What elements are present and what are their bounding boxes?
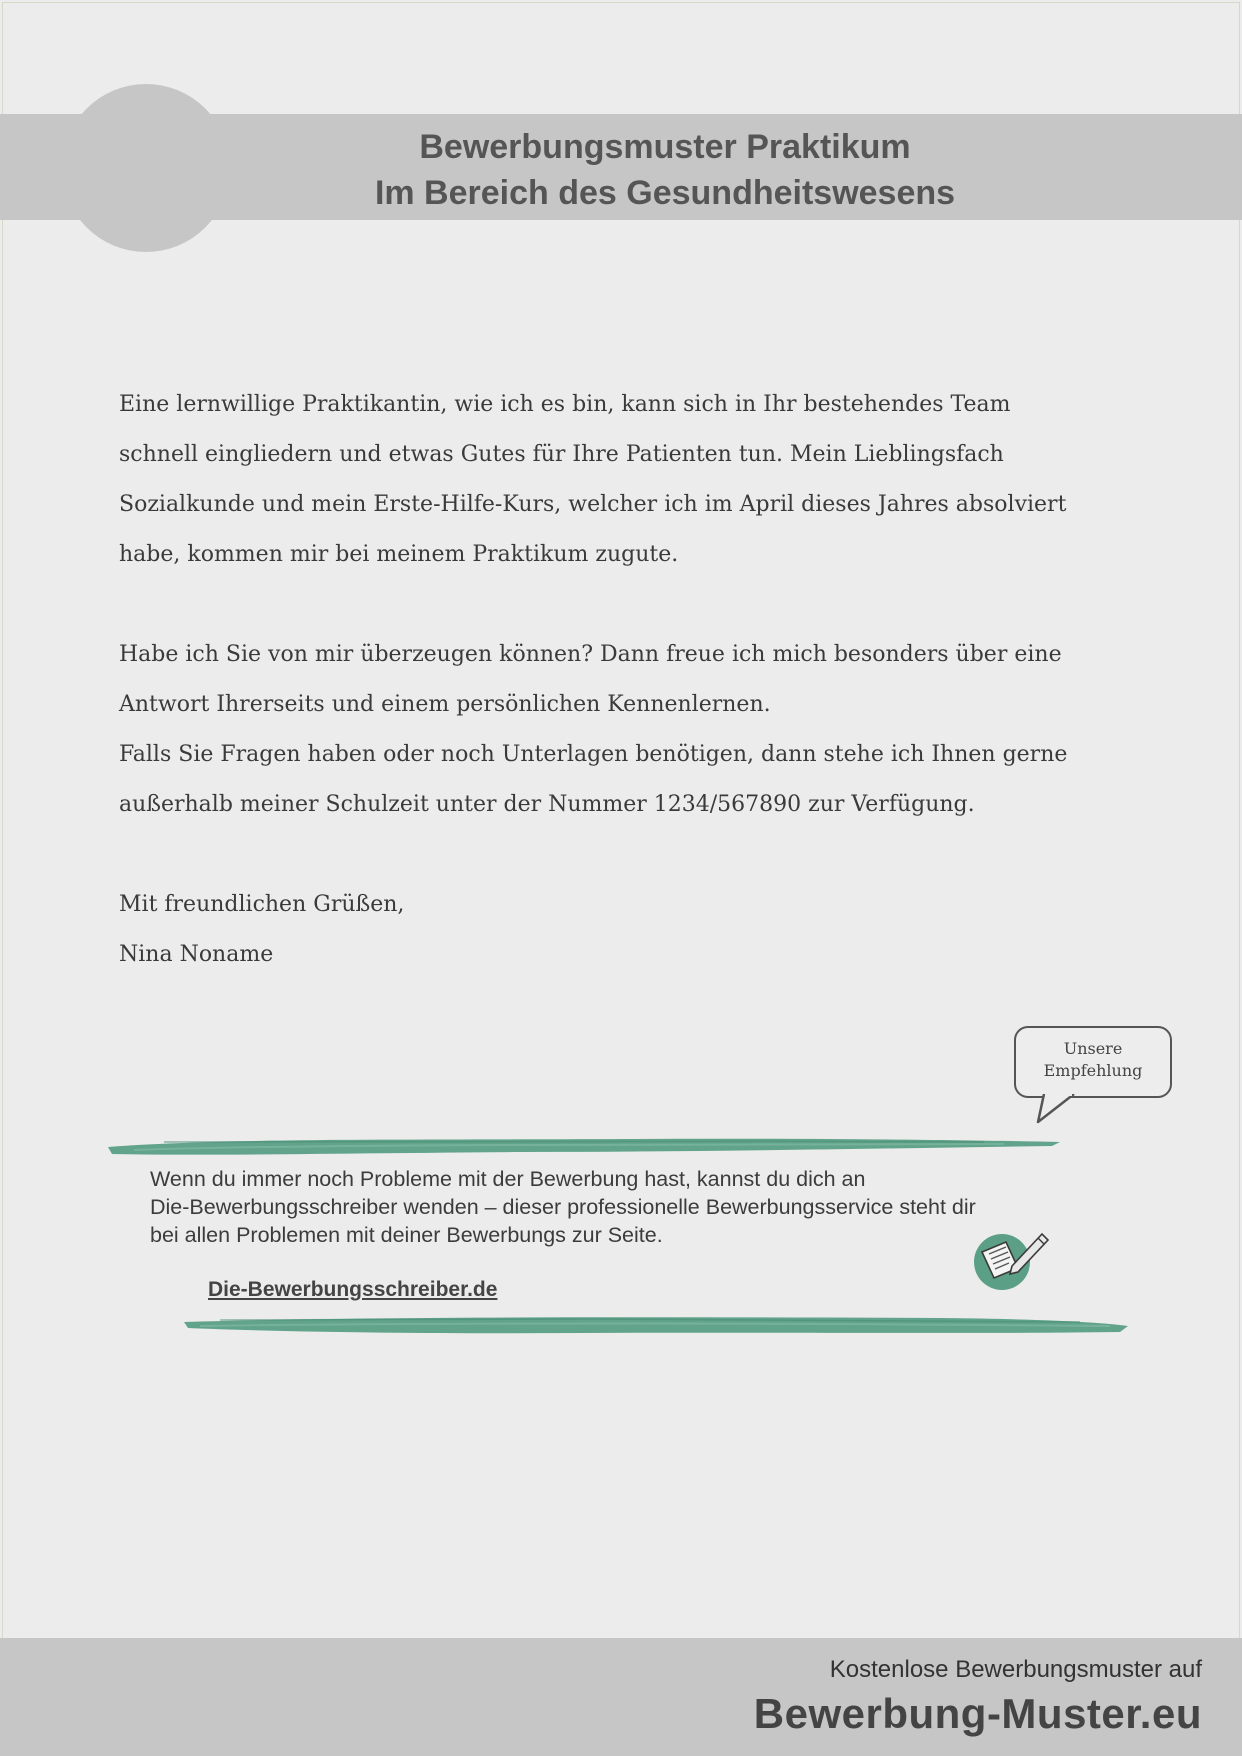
letter-body [119, 380, 1139, 980]
brush-stroke-top [104, 1130, 1064, 1160]
letter-line: Antwort Ihrerseits und einem persönlichen Kennenlernen. [119, 692, 771, 717]
bubble-line-1: Unsere [1063, 1039, 1123, 1058]
letter-line: Falls Sie Fragen haben oder noch Unterlagen benötigen, dann stehe ich Ihnen gerne [119, 742, 1068, 767]
title-line-2: Im Bereich des Gesundheitswesens [374, 174, 956, 212]
recommendation-bubble [1014, 1026, 1172, 1098]
promo-line: Wenn du immer noch Probleme mit der Bewerbung hast, kannst du dich an [150, 1167, 866, 1191]
letter-line: Eine lernwillige Praktikantin, wie ich es bin, kann sich in Ihr bestehendes Team [119, 392, 1011, 417]
bewerbungsschreiber-link[interactable]: Die-Bewerbungsschreiber.de [208, 1278, 498, 1301]
bubble-tail [1030, 1094, 1090, 1124]
letter-line: außerhalb meiner Schulzeit unter der Nummer 1234/567890 zur Verfügung. [119, 792, 975, 817]
footer-site-name: Bewerbung-Muster.eu [753, 1690, 1202, 1737]
letter-line: habe, kommen mir bei meinem Praktikum zugute. [119, 542, 679, 567]
brush-stroke-bottom [180, 1310, 1132, 1338]
letter-line: Habe ich Sie von mir überzeugen können? Dann freue ich mich besonders über eine [119, 642, 1062, 667]
promo-text [150, 1165, 1110, 1249]
letter-signature: Nina Noname [119, 942, 274, 967]
bubble-line-2: Empfehlung [1043, 1061, 1143, 1080]
promo-line: Die-Bewerbungsschreiber wenden – dieser professionelle Bewerbungsservice steht dir [150, 1195, 976, 1219]
letter-line: schnell eingliedern und etwas Gutes für Ihre Patienten tun. Mein Lieblingsfach [119, 442, 1004, 467]
document-pen-icon [972, 1226, 1052, 1292]
footer-tagline: Kostenlose Bewerbungsmuster auf [829, 1656, 1202, 1683]
promo-line: bei allen Problemen mit deiner Bewerbungs zur Seite. [150, 1223, 663, 1247]
page-title [200, 124, 1130, 216]
title-line-1: Bewerbungsmuster Praktikum [419, 128, 911, 166]
letter-line: Sozialkunde und mein Erste-Hilfe-Kurs, welcher ich im April dieses Jahres absolviert [119, 492, 1067, 517]
letter-closing: Mit freundlichen Grüßen, [119, 892, 405, 917]
